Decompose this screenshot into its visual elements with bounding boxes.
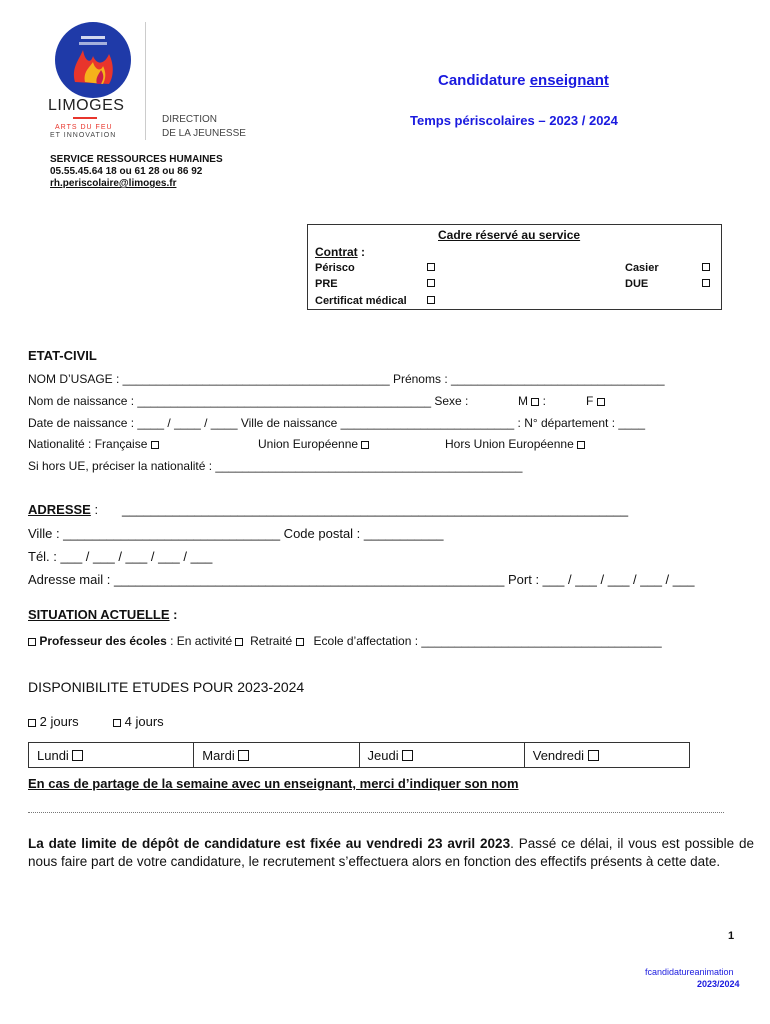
ecole-affectation-field[interactable]: Ecole d’affectation : ____________________________________ [313, 634, 662, 648]
day-cell-mardi [194, 743, 359, 767]
logo [48, 20, 138, 140]
footer-ref: fcandidatureanimation [645, 967, 734, 977]
page-number: 1 [728, 930, 735, 942]
adresse-field[interactable]: ______________________________________________________________________ [122, 502, 629, 517]
checkbox-mardi[interactable] [238, 750, 249, 761]
checkbox-ue[interactable] [361, 441, 369, 449]
nationalite-hors-ue [445, 437, 585, 451]
checkbox-perisco[interactable] [427, 263, 435, 271]
checkbox-francaise[interactable] [151, 441, 159, 449]
day-cell-lundi [29, 743, 194, 767]
service-phones: 05.55.45.64 18 ou 61 28 ou 86 92 [50, 166, 203, 177]
nationalite-francaise-label: Nationalité : Française [28, 437, 148, 451]
service-name: SERVICE RESSOURCES HUMAINES [50, 154, 223, 165]
checkbox-2-jours[interactable] [28, 719, 36, 727]
situation-row [28, 634, 662, 648]
logo-vertical-divider [145, 22, 146, 140]
checkbox-casier[interactable] [702, 263, 710, 271]
day-cell-jeudi [360, 743, 525, 767]
reserved-item-certificat: Certificat médical [315, 295, 407, 307]
logo-divider-red [73, 117, 97, 119]
nom-usage-field[interactable]: NOM D’USAGE : ________________________________________ Prénoms : ________________________________ [28, 372, 665, 386]
contrat-label [315, 245, 365, 259]
logo-tagline-2: ET INNOVATION [50, 132, 117, 139]
retraite-label: Retraité [250, 634, 293, 648]
situation-heading [28, 607, 178, 622]
checkbox-hors-ue[interactable] [577, 441, 585, 449]
checkbox-pre[interactable] [427, 279, 435, 287]
day-lundi-label: Lundi [37, 748, 69, 763]
dispo-heading: DISPONIBILITE ETUDES POUR 2023-2024 [28, 679, 305, 695]
contrat-label-text: Contrat [315, 245, 358, 259]
checkbox-jeudi[interactable] [402, 750, 413, 761]
title-part-1: Candidature [438, 72, 530, 89]
telephone-field[interactable]: Tél. : ___ / ___ / ___ / ___ / ___ [28, 549, 213, 564]
day-cell-vendredi [525, 743, 689, 767]
checkbox-due[interactable] [702, 279, 710, 287]
reserved-title: Cadre réservé au service [438, 228, 581, 242]
direction-line-2: DE LA JEUNESSE [162, 128, 246, 139]
logo-tagline-1: ARTS DU FEU [55, 124, 113, 131]
preciser-nationalite-field[interactable]: Si hors UE, préciser la nationalité : ______________________________________________ [28, 459, 523, 473]
deadline-rest: . Passé ce délai, il vous est possible de nous faire part de votre candidature, le recrutement s’effectuera alors en fonction des effectifs présents à cette date. [28, 836, 754, 869]
checkbox-en-activite[interactable] [235, 638, 243, 646]
day-vendredi-label: Vendredi [532, 748, 585, 763]
nationalite-ue-label: Union Européenne [258, 437, 359, 451]
partage-name-line[interactable] [28, 812, 724, 813]
dispo-4-jours [113, 714, 164, 729]
day-mardi-label: Mardi [202, 748, 235, 763]
footer-year: 2023/2024 [697, 979, 740, 989]
en-activite-label: : En activité [166, 634, 233, 648]
service-email[interactable]: rh.periscolaire@limoges.fr [50, 178, 177, 189]
contrat-colon: : [357, 245, 366, 259]
dispo-4-jours-label: 4 jours [124, 714, 164, 729]
ville-code-postal-field[interactable]: Ville : ______________________________ Code postal : ___________ [28, 526, 444, 541]
adresse-heading-text: ADRESSE [28, 502, 91, 517]
situation-heading-colon: : [169, 607, 178, 622]
logo-city: LIMOGES [48, 97, 125, 114]
days-table [28, 742, 690, 768]
checkbox-retraite[interactable] [296, 638, 304, 646]
day-jeudi-label: Jeudi [367, 748, 399, 763]
reserved-item-due: DUE [625, 278, 649, 290]
direction-line-1: DIRECTION [162, 114, 217, 125]
sexe-m-option [518, 394, 546, 408]
reserved-item-pre: PRE [315, 278, 338, 290]
nationalite-hors-ue-label: Hors Union Européenne [445, 437, 574, 451]
reserved-item-perisco: Périsco [315, 262, 355, 274]
page-title [438, 72, 609, 89]
nom-naissance-field[interactable]: Nom de naissance : ____________________________________________ Sexe : [28, 394, 469, 408]
etat-civil-heading: ETAT-CIVIL [28, 348, 97, 363]
deadline-paragraph [28, 835, 754, 871]
limoges-logo-icon [53, 20, 133, 100]
situation-heading-text: SITUATION ACTUELLE [28, 607, 170, 622]
checkbox-lundi[interactable] [72, 750, 83, 761]
nationalite-ue [258, 437, 369, 451]
checkbox-4-jours[interactable] [113, 719, 121, 727]
deadline-bold: La date limite de dépôt de candidature est fixée au vendredi 23 avril 2023 [28, 836, 511, 851]
sexe-m-label: M [518, 394, 528, 408]
sexe-f-option [586, 394, 605, 408]
adresse-heading-colon: : [90, 502, 99, 517]
checkbox-professeur[interactable] [28, 638, 36, 646]
dispo-2-jours [28, 714, 79, 729]
nationalite-francaise [28, 437, 159, 451]
sexe-f-label: F [586, 394, 594, 408]
adresse-heading [28, 502, 98, 517]
sexe-m-colon: : [539, 394, 547, 408]
checkbox-certificat[interactable] [427, 296, 435, 304]
professeur-label: Professeur des écoles [39, 634, 167, 648]
date-naissance-field[interactable]: Date de naissance : ____ / ____ / ____ Ville de naissance __________________________ : N° département : ____ [28, 416, 646, 430]
reserved-item-casier: Casier [625, 262, 659, 274]
checkbox-sexe-f[interactable] [597, 398, 605, 406]
dispo-2-jours-label: 2 jours [39, 714, 79, 729]
email-port-field[interactable]: Adresse mail : ______________________________________________________ Port : ___ / ___ / ___ / ___ / ___ [28, 572, 695, 587]
title-part-2: enseignant [529, 72, 609, 89]
partage-instruction: En cas de partage de la semaine avec un enseignant, merci d’indiquer son nom [28, 776, 519, 791]
checkbox-vendredi[interactable] [588, 750, 599, 761]
page-subtitle: Temps périscolaires – 2023 / 2024 [410, 113, 618, 128]
